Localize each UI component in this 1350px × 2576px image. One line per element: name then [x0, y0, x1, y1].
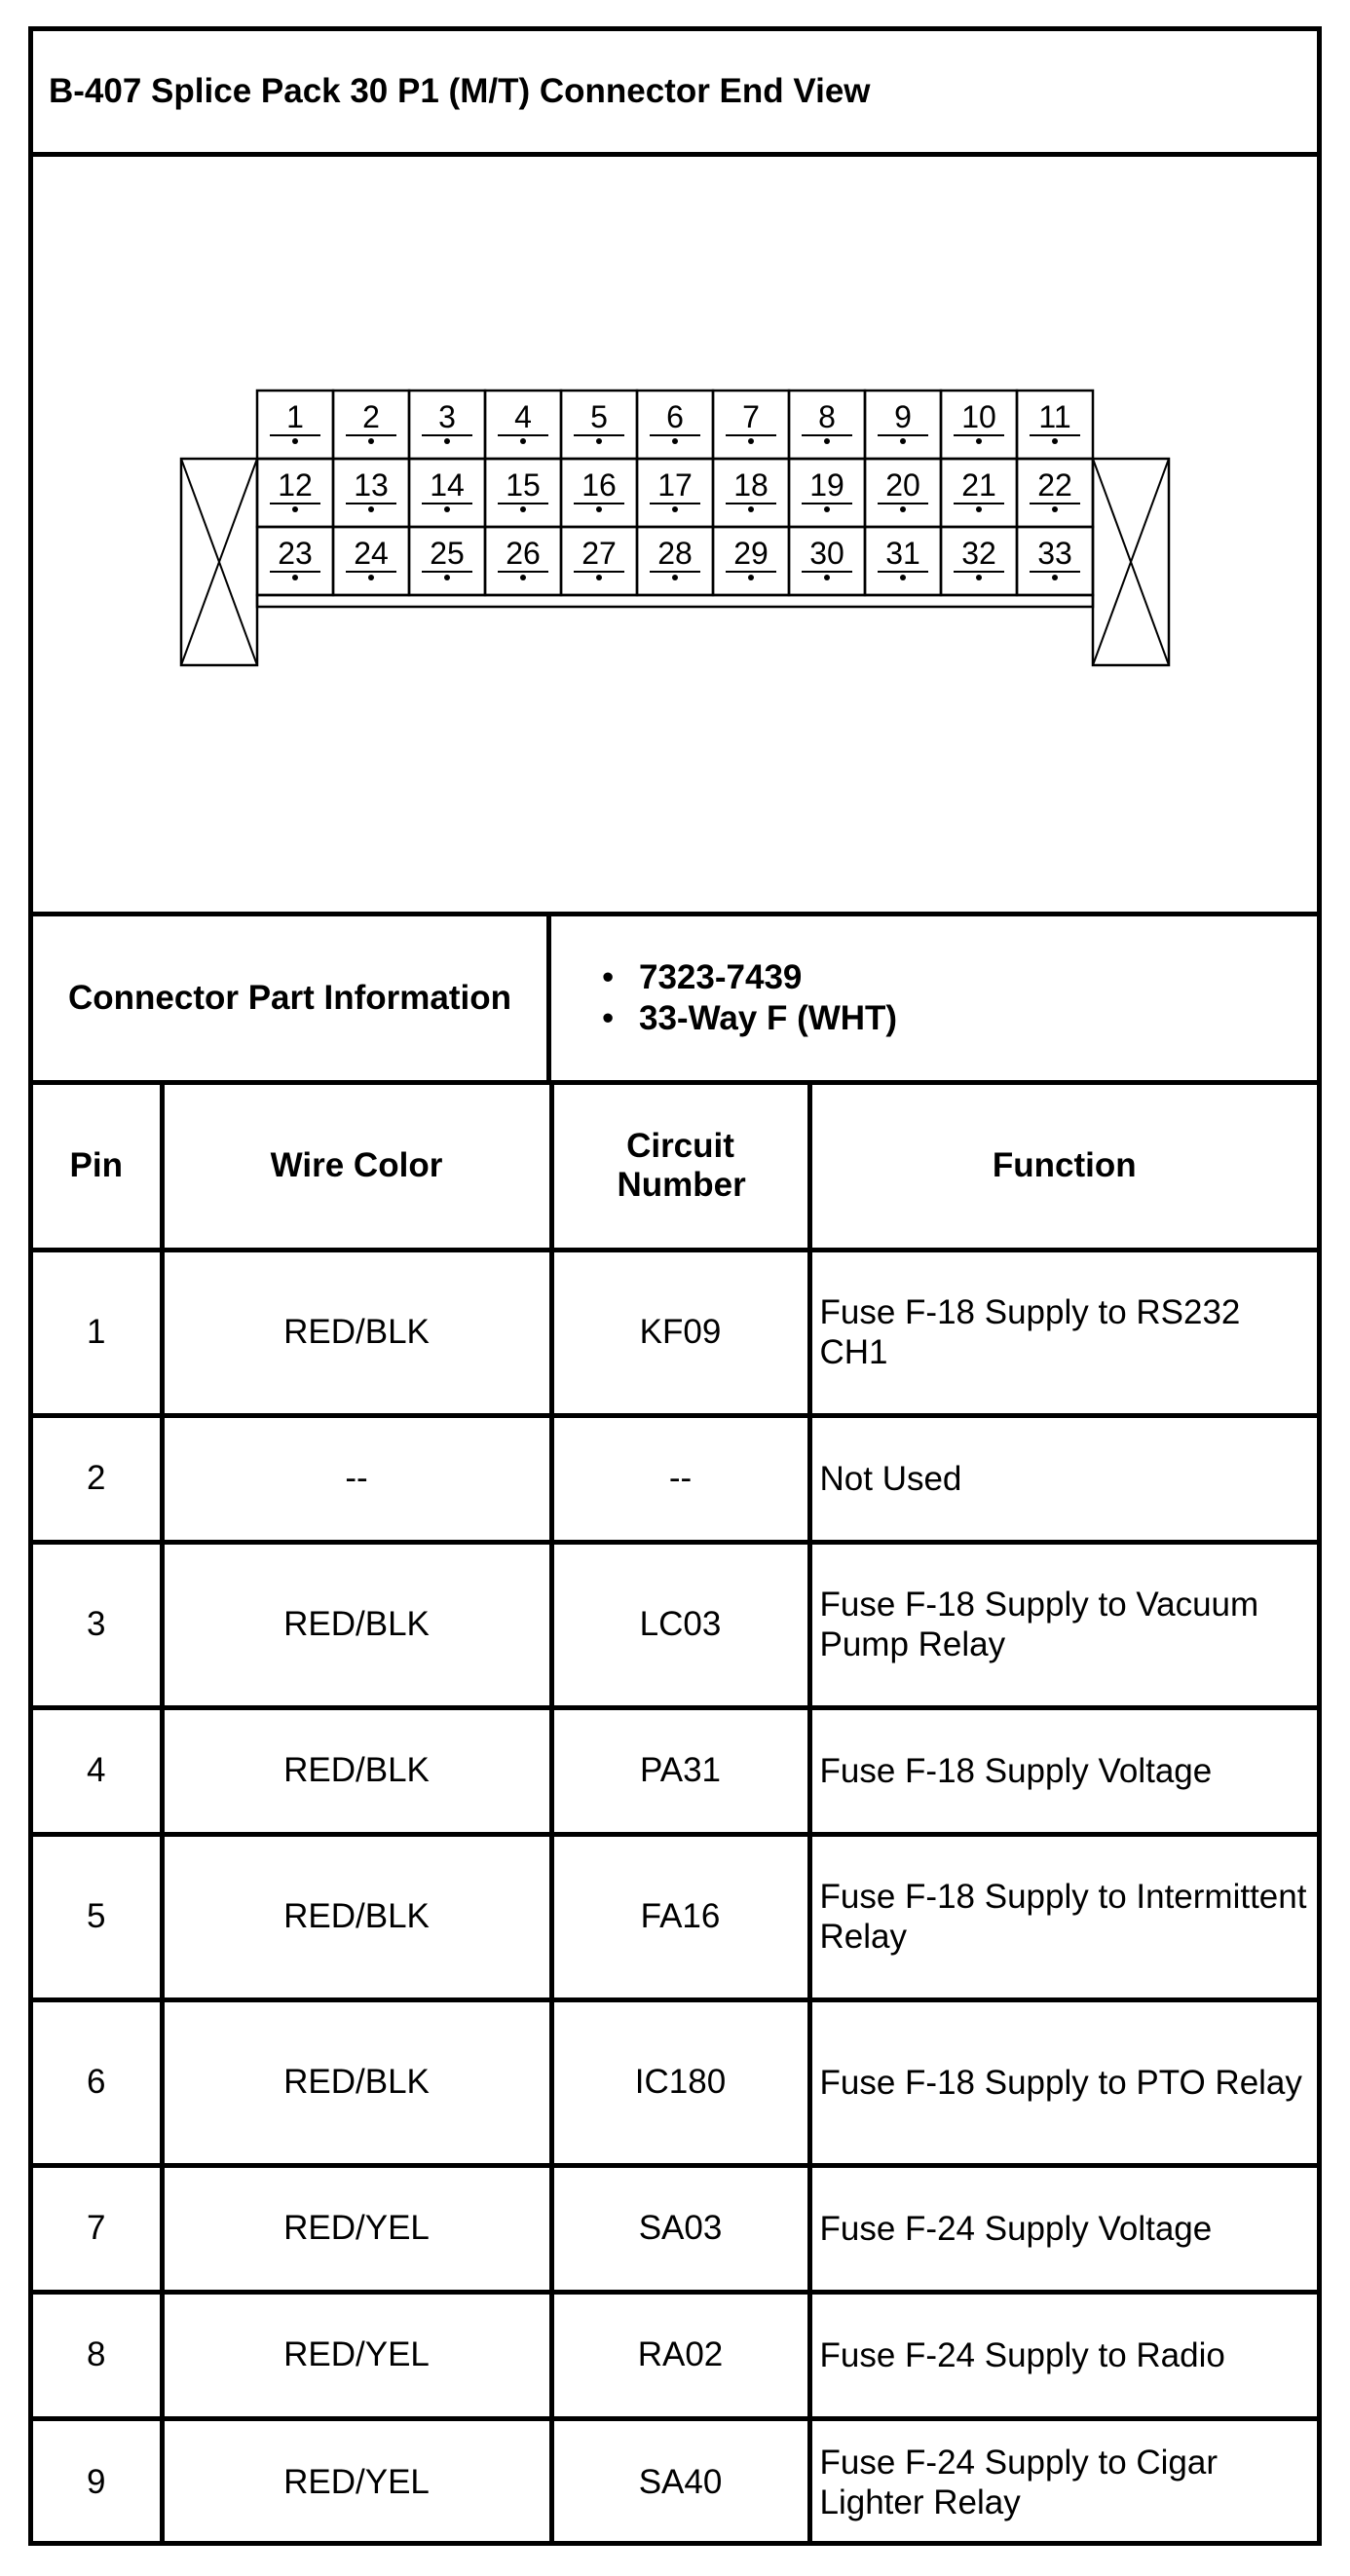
- wire-color-cell: RED/YEL: [162, 2418, 551, 2545]
- circuit-number-cell: IC180: [551, 1999, 809, 2165]
- function-cell: Fuse F-18 Supply Voltage: [809, 1707, 1317, 1834]
- part-info-row: [33, 916, 1317, 1085]
- pin-label: 18: [733, 467, 769, 503]
- function-cell: Fuse F-24 Supply to Cigar Lighter Relay: [809, 2418, 1317, 2545]
- pin-label: 30: [809, 536, 844, 571]
- pin-dot: [292, 575, 298, 580]
- pin-label: 27: [581, 536, 617, 571]
- pin-table: [33, 1085, 1317, 2545]
- pin-dot: [748, 438, 754, 444]
- pin-cell: 4: [33, 1707, 162, 1834]
- pin-label: 14: [430, 467, 465, 503]
- pin-cell: 8: [33, 2292, 162, 2418]
- function-cell: Fuse F-18 Supply to Intermittent Relay: [809, 1834, 1317, 1999]
- circuit-number-cell: --: [551, 1415, 809, 1542]
- header-circuit-number: [551, 1085, 809, 1250]
- connector-base: [257, 595, 1093, 607]
- pin-dot: [976, 506, 982, 512]
- pin-dot: [748, 506, 754, 512]
- pin-dot: [444, 438, 450, 444]
- pin-cell: 1: [33, 1250, 162, 1415]
- function-cell: Fuse F-24 Supply Voltage: [809, 2165, 1317, 2292]
- function-cell: Not Used: [809, 1415, 1317, 1542]
- pin-label: 12: [278, 467, 313, 503]
- function-cell: Fuse F-18 Supply to RS232 CH1: [809, 1250, 1317, 1415]
- pin-label: 5: [590, 399, 608, 434]
- function-cell: Fuse F-18 Supply to PTO Relay: [809, 1999, 1317, 2165]
- pin-dot: [292, 506, 298, 512]
- circuit-number-cell: PA31: [551, 1707, 809, 1834]
- pin-dot: [368, 575, 374, 580]
- pin-dot: [520, 575, 526, 580]
- circuit-number-cell: FA16: [551, 1834, 809, 1999]
- connector-type: • 33-Way F (WHT): [639, 998, 1317, 1039]
- wire-color-cell: RED/YEL: [162, 2165, 551, 2292]
- pin-label: 15: [506, 467, 541, 503]
- table-row: [33, 1250, 1317, 1415]
- pin-label: 17: [657, 467, 693, 503]
- pin-cell: 5: [33, 1834, 162, 1999]
- connector-figure: [33, 157, 1317, 916]
- function-cell: Fuse F-24 Supply to Radio: [809, 2292, 1317, 2418]
- pin-label: 32: [961, 536, 996, 571]
- wire-color-cell: --: [162, 1415, 551, 1542]
- pin-dot: [672, 506, 678, 512]
- part-number: • 7323-7439: [639, 957, 1317, 998]
- pin-label: 2: [362, 399, 380, 434]
- page-title: B-407 Splice Pack 30 P1 (M/T) Connector End View: [49, 72, 871, 110]
- pin-label: 4: [514, 399, 532, 434]
- pin-dot: [900, 438, 906, 444]
- table-row: [33, 1999, 1317, 2165]
- pin-dot: [672, 438, 678, 444]
- pin-dot: [824, 438, 830, 444]
- pin-dot: [1052, 438, 1058, 444]
- table-row: [33, 2292, 1317, 2418]
- wire-color-cell: RED/BLK: [162, 1542, 551, 1707]
- pin-dot: [368, 438, 374, 444]
- pin-label: 8: [818, 399, 836, 434]
- pin-cell: 9: [33, 2418, 162, 2545]
- pin-label: 19: [809, 467, 844, 503]
- wire-color-cell: RED/BLK: [162, 1834, 551, 1999]
- pin-dot: [368, 506, 374, 512]
- pin-label: 7: [742, 399, 760, 434]
- circuit-number-cell: SA40: [551, 2418, 809, 2545]
- pin-cell: 3: [33, 1542, 162, 1707]
- pin-label: 24: [354, 536, 389, 571]
- wire-color-cell: RED/BLK: [162, 1707, 551, 1834]
- pin-label: 29: [733, 536, 769, 571]
- pin-label: 11: [1038, 399, 1071, 434]
- pin-label: 9: [894, 399, 912, 434]
- circuit-number-cell: KF09: [551, 1250, 809, 1415]
- header-function: Function: [809, 1085, 1317, 1250]
- pin-label: 13: [354, 467, 389, 503]
- wire-color-cell: RED/BLK: [162, 1999, 551, 2165]
- table-header-row: [33, 1085, 1317, 1250]
- wire-color-cell: RED/BLK: [162, 1250, 551, 1415]
- pin-dot: [596, 506, 602, 512]
- title-row: [33, 31, 1317, 157]
- pin-dot: [900, 575, 906, 580]
- pin-dot: [824, 575, 830, 580]
- pin-dot: [596, 438, 602, 444]
- pin-cell: 6: [33, 1999, 162, 2165]
- table-row: [33, 1707, 1317, 1834]
- pin-dot: [824, 506, 830, 512]
- pin-label: 16: [581, 467, 617, 503]
- pin-label: 31: [885, 536, 920, 571]
- pin-dot: [596, 575, 602, 580]
- pin-label: 21: [961, 467, 996, 503]
- pin-label: 6: [666, 399, 684, 434]
- pin-label: 25: [430, 536, 465, 571]
- part-info-label: Connector Part Information: [33, 916, 551, 1080]
- header-pin: Pin: [33, 1085, 162, 1250]
- pin-dot: [976, 575, 982, 580]
- pin-dot: [1052, 506, 1058, 512]
- pin-dot: [444, 506, 450, 512]
- pin-dot: [520, 506, 526, 512]
- pin-dot: [1052, 575, 1058, 580]
- function-cell: Fuse F-18 Supply to Vacuum Pump Relay: [809, 1542, 1317, 1707]
- table-row: [33, 1834, 1317, 1999]
- table-row: [33, 2418, 1317, 2545]
- pin-dot: [444, 575, 450, 580]
- pin-table-body: [33, 1250, 1317, 2545]
- circuit-number-cell: SA03: [551, 2165, 809, 2292]
- pin-dot: [976, 438, 982, 444]
- pin-label: 33: [1037, 536, 1072, 571]
- connector-end-view-diagram: [33, 157, 1317, 912]
- header-wire-color: Wire Color: [162, 1085, 551, 1250]
- pin-cell: 2: [33, 1415, 162, 1542]
- pin-label: 3: [438, 399, 456, 434]
- table-row: [33, 1415, 1317, 1542]
- pin-label: 1: [286, 399, 304, 434]
- pin-dot: [900, 506, 906, 512]
- pin-dot: [672, 575, 678, 580]
- table-row: [33, 2165, 1317, 2292]
- header-circuit-number-label: Circuit Number: [617, 1127, 746, 1205]
- connector-sheet: [28, 26, 1322, 2546]
- pin-label: 20: [885, 467, 920, 503]
- circuit-number-cell: LC03: [551, 1542, 809, 1707]
- pin-label: 28: [657, 536, 693, 571]
- pin-dot: [520, 438, 526, 444]
- pin-label: 23: [278, 536, 313, 571]
- pin-label: 10: [961, 399, 996, 434]
- pin-label: 22: [1037, 467, 1072, 503]
- table-row: [33, 1542, 1317, 1707]
- pin-dot: [748, 575, 754, 580]
- pin-dot: [292, 438, 298, 444]
- wire-color-cell: RED/YEL: [162, 2292, 551, 2418]
- part-info-list: [551, 916, 1317, 1080]
- pin-cell: 7: [33, 2165, 162, 2292]
- circuit-number-cell: RA02: [551, 2292, 809, 2418]
- pin-label: 26: [506, 536, 541, 571]
